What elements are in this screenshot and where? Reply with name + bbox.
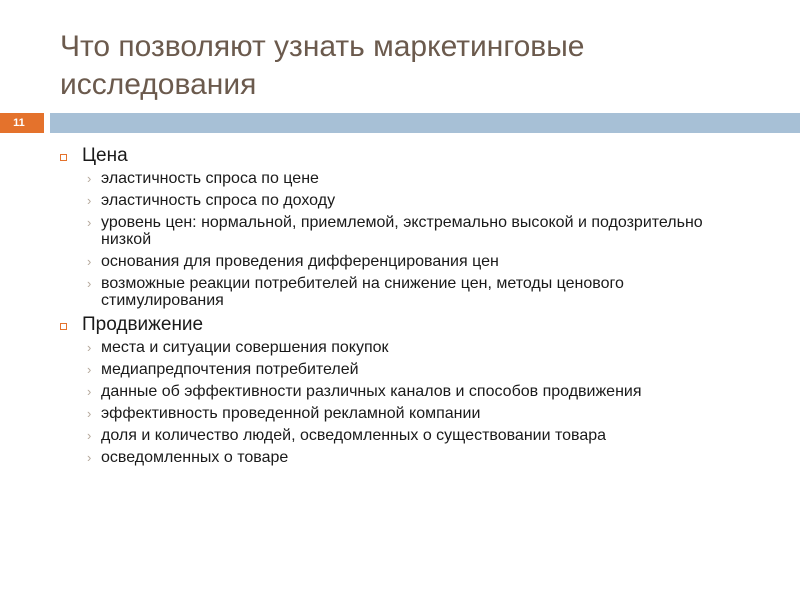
angle-right-icon: › — [87, 171, 92, 186]
list-item-text: медиапредпочтения потребителей — [101, 361, 359, 378]
list-item — [87, 214, 760, 248]
sub-list — [60, 339, 760, 466]
list-item-text: эластичность спроса по доходу — [101, 192, 336, 209]
list-item-text: основания для проведения дифференцирования цен — [101, 253, 499, 270]
section-heading — [60, 145, 760, 167]
angle-right-icon: › — [87, 428, 92, 443]
list-item — [87, 253, 760, 270]
section-heading-text: Продвижение — [82, 314, 204, 335]
angle-right-icon: › — [87, 450, 92, 465]
square-outline-icon — [60, 154, 67, 161]
angle-right-icon: › — [87, 276, 92, 291]
sub-list — [60, 170, 760, 309]
slide-title-line-2: исследования — [60, 68, 257, 101]
list-item — [87, 192, 760, 209]
angle-right-icon: › — [87, 215, 92, 230]
list-item-text: эффективность проведенной рекламной компании — [101, 405, 481, 422]
list-item — [87, 405, 760, 422]
angle-right-icon: › — [87, 340, 92, 355]
slide-title — [60, 28, 760, 104]
list-item — [87, 275, 760, 309]
square-outline-icon — [60, 323, 67, 330]
list-item — [87, 170, 760, 187]
list-item-text: возможные реакции потребителей на снижение цен, методы ценового стимулирования — [101, 275, 624, 309]
angle-right-icon: › — [87, 384, 92, 399]
list-item-text: данные об эффективности различных каналов и способов продвижения — [101, 383, 642, 400]
list-item-text: эластичность спроса по цене — [101, 170, 319, 187]
list-item — [87, 427, 760, 444]
header-rule — [50, 113, 800, 133]
angle-right-icon: › — [87, 362, 92, 377]
angle-right-icon: › — [87, 406, 92, 421]
slide-number: 11 — [0, 113, 44, 133]
section-promotion — [60, 314, 760, 466]
section-heading — [60, 314, 760, 336]
angle-right-icon: › — [87, 254, 92, 269]
section-price — [60, 145, 760, 309]
section-heading-text: Цена — [82, 145, 128, 166]
slide-title-line-1: Что позволяют узнать маркетинговые — [60, 30, 585, 63]
content-list — [60, 145, 760, 471]
list-item — [87, 383, 760, 400]
list-item-text: уровень цен: нормальной, приемлемой, экстремально высокой и подозрительно низкой — [101, 214, 703, 248]
list-item-text: осведомленных о товаре — [101, 449, 289, 466]
angle-right-icon: › — [87, 193, 92, 208]
list-item — [87, 339, 760, 356]
list-item — [87, 361, 760, 378]
list-item-text: доля и количество людей, осведомленных о существовании товара — [101, 427, 607, 444]
list-item-text: места и ситуации совершения покупок — [101, 339, 389, 356]
list-item — [87, 449, 760, 466]
